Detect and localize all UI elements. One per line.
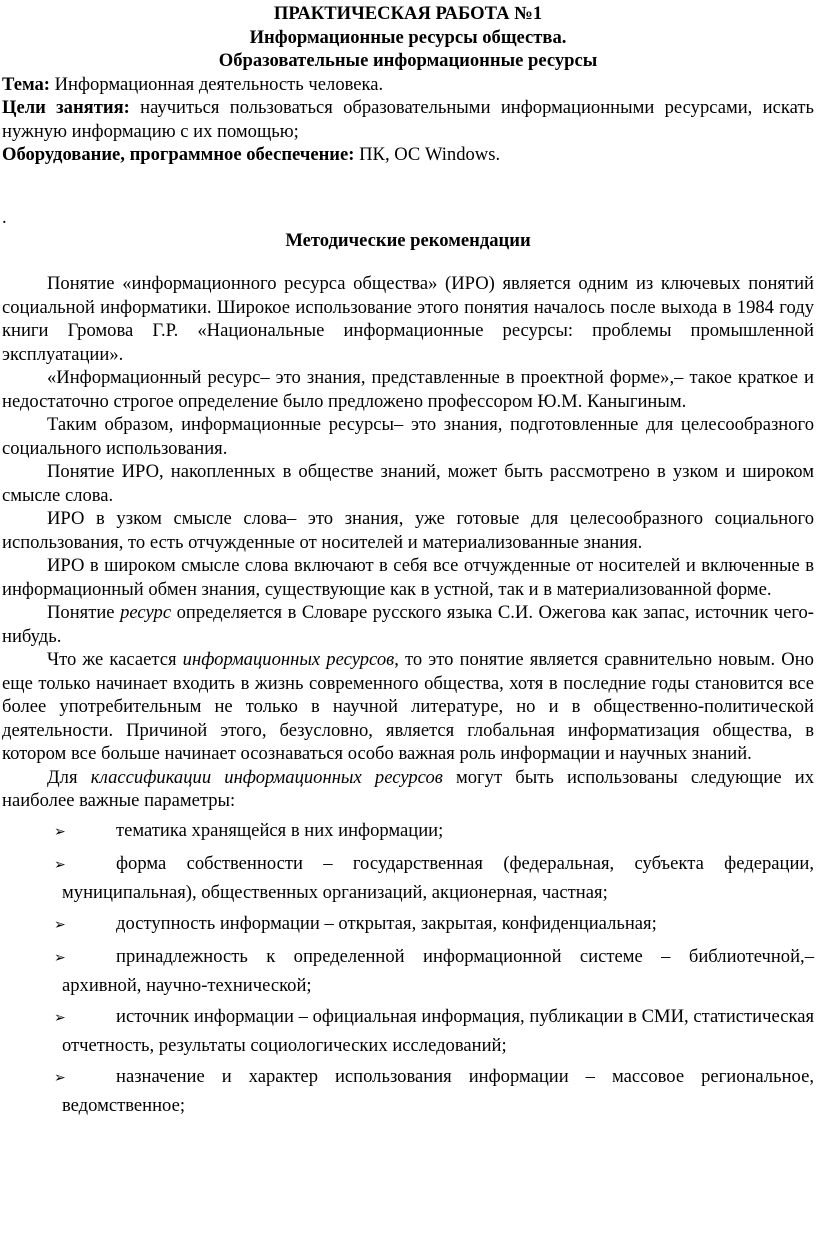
work-subtitle: Информационные ресурсы общества. bbox=[249, 26, 567, 48]
stray-dot: . bbox=[2, 206, 7, 228]
paragraph bbox=[2, 648, 814, 766]
list-item: ➢ источник информации – официальная информация, публикации в СМИ, статистическая отчетность, результаты социологических исследований; bbox=[54, 1005, 814, 1056]
classification-list bbox=[2, 817, 814, 1119]
paragraph: Таким образом, информационные ресурсы– это знания, подготовленные для целесообразного социального использования. bbox=[2, 414, 814, 459]
section-title: Методические рекомендации bbox=[285, 229, 531, 251]
topic-value: Информационная деятельность человека. bbox=[49, 73, 384, 95]
list-item: ➢ доступность информации – открытая, закрытая, конфиденциальная; bbox=[54, 912, 657, 934]
paragraph-text: Для bbox=[47, 766, 91, 788]
list-item-text: принадлежность к определенной информационной системе – библиотечной,– архивной, научно-технической; bbox=[62, 945, 814, 996]
paragraph bbox=[2, 766, 814, 813]
work-subtitle-2: Образовательные информационные ресурсы bbox=[218, 50, 598, 71]
topic-line bbox=[2, 73, 814, 97]
lesson-meta bbox=[2, 73, 814, 167]
emphasis: классификации информационных ресурсов bbox=[90, 766, 443, 788]
paragraph: Понятие ИРО, накопленных в обществе знаний, может быть рассмотрено в узком и широком смысле слова. bbox=[2, 461, 814, 506]
list-item-text: назначение и характер использования информации – массовое региональное, ведомственное; bbox=[62, 1065, 814, 1116]
work-title: ПРАКТИЧЕСКАЯ РАБОТА №1 bbox=[273, 3, 543, 24]
paragraph bbox=[2, 601, 814, 648]
emphasis: ресурс bbox=[120, 602, 172, 623]
topic-label: Тема: bbox=[2, 73, 50, 95]
paragraph-text: Что же касается bbox=[47, 649, 183, 670]
list-item-text: форма собственности – государственная (федеральная, субъекта федерации, муниципальная), общественных организаций, акционерная, частная; bbox=[62, 852, 814, 903]
document-header bbox=[2, 2, 814, 73]
list-item-text: источник информации – официальная информация, публикации в СМИ, статистическая отчетность, результаты социологических исследований; bbox=[62, 1005, 814, 1056]
list-item: ➢ принадлежность к определенной информационной системе – библиотечной,– архивной, научно-технической; bbox=[54, 945, 814, 996]
paragraph: ИРО в широком смысле слова включают в себя все отчужденные от носителей и включенные в информационный обмен знания, существующие как в устной, так и в материализованной форме. bbox=[2, 555, 814, 600]
document-body bbox=[2, 272, 814, 1119]
equipment-line bbox=[2, 143, 814, 167]
goals-value: научиться пользоваться образовательными информационными ресурсами, искать нужную информацию с их помощью; bbox=[2, 97, 814, 142]
goals-line bbox=[2, 96, 814, 143]
paragraph: Понятие «информационного ресурса общества» (ИРО) является одним из ключевых понятий социальной информатики. Широкое использование этого понятия началось после выхода в 1984 году книги Громова Г.Р. «Национальные информационные ресурсы: проблемы промышленной эксплуатации». bbox=[2, 273, 814, 365]
goals-label: Цели занятия: bbox=[2, 97, 130, 118]
paragraph-text: , то это понятие является сравнительно новым. Оно еще только начинает входить в жизнь современного общества, хотя в последние годы становится все более употребительным не только в научной литературе, но и в общественно-политической деятельности. Причиной этого, безусловно, является глобальная информатизация общества, в котором все больше начинает осознаваться особо важная роль информации и научных знаний. bbox=[2, 649, 814, 764]
list-item-text: доступность информации – открытая, закрытая, конфиденциальная; bbox=[116, 912, 657, 934]
equipment-value: ПК, ОС Windows. bbox=[354, 144, 501, 165]
paragraph: ИРО в узком смысле слова– это знания, уже готовые для целесообразного социального использования, то есть отчужденные от носителей и материализованные знания. bbox=[2, 508, 814, 553]
emphasis: информационных ресурсов bbox=[182, 649, 395, 670]
list-item-text: тематика хранящейся в них информации; bbox=[116, 819, 444, 841]
equipment-label: Оборудование, программное обеспечение: bbox=[2, 144, 355, 165]
list-item: ➢ форма собственности – государственная (федеральная, субъекта федерации, муниципальная), общественных организаций, акционерная, частная; bbox=[54, 852, 814, 903]
paragraph-text: определяется в Словаре русского языка С.И. Ожегова как запас, источник чего-нибудь. bbox=[2, 602, 814, 647]
paragraph: «Информационный ресурс– это знания, представленные в проектной форме»,– такое краткое и недостаточно строгое определение было предложено профессором Ю.М. Каныгиным. bbox=[2, 367, 814, 412]
list-item: ➢ тематика хранящейся в них информации; bbox=[54, 819, 444, 841]
list-item: ➢ назначение и характер использования информации – массовое региональное, ведомственное; bbox=[54, 1065, 814, 1116]
paragraph-text: могут быть использованы следующие их наиболее важные параметры: bbox=[2, 766, 814, 811]
paragraph-text: Понятие bbox=[47, 602, 121, 623]
